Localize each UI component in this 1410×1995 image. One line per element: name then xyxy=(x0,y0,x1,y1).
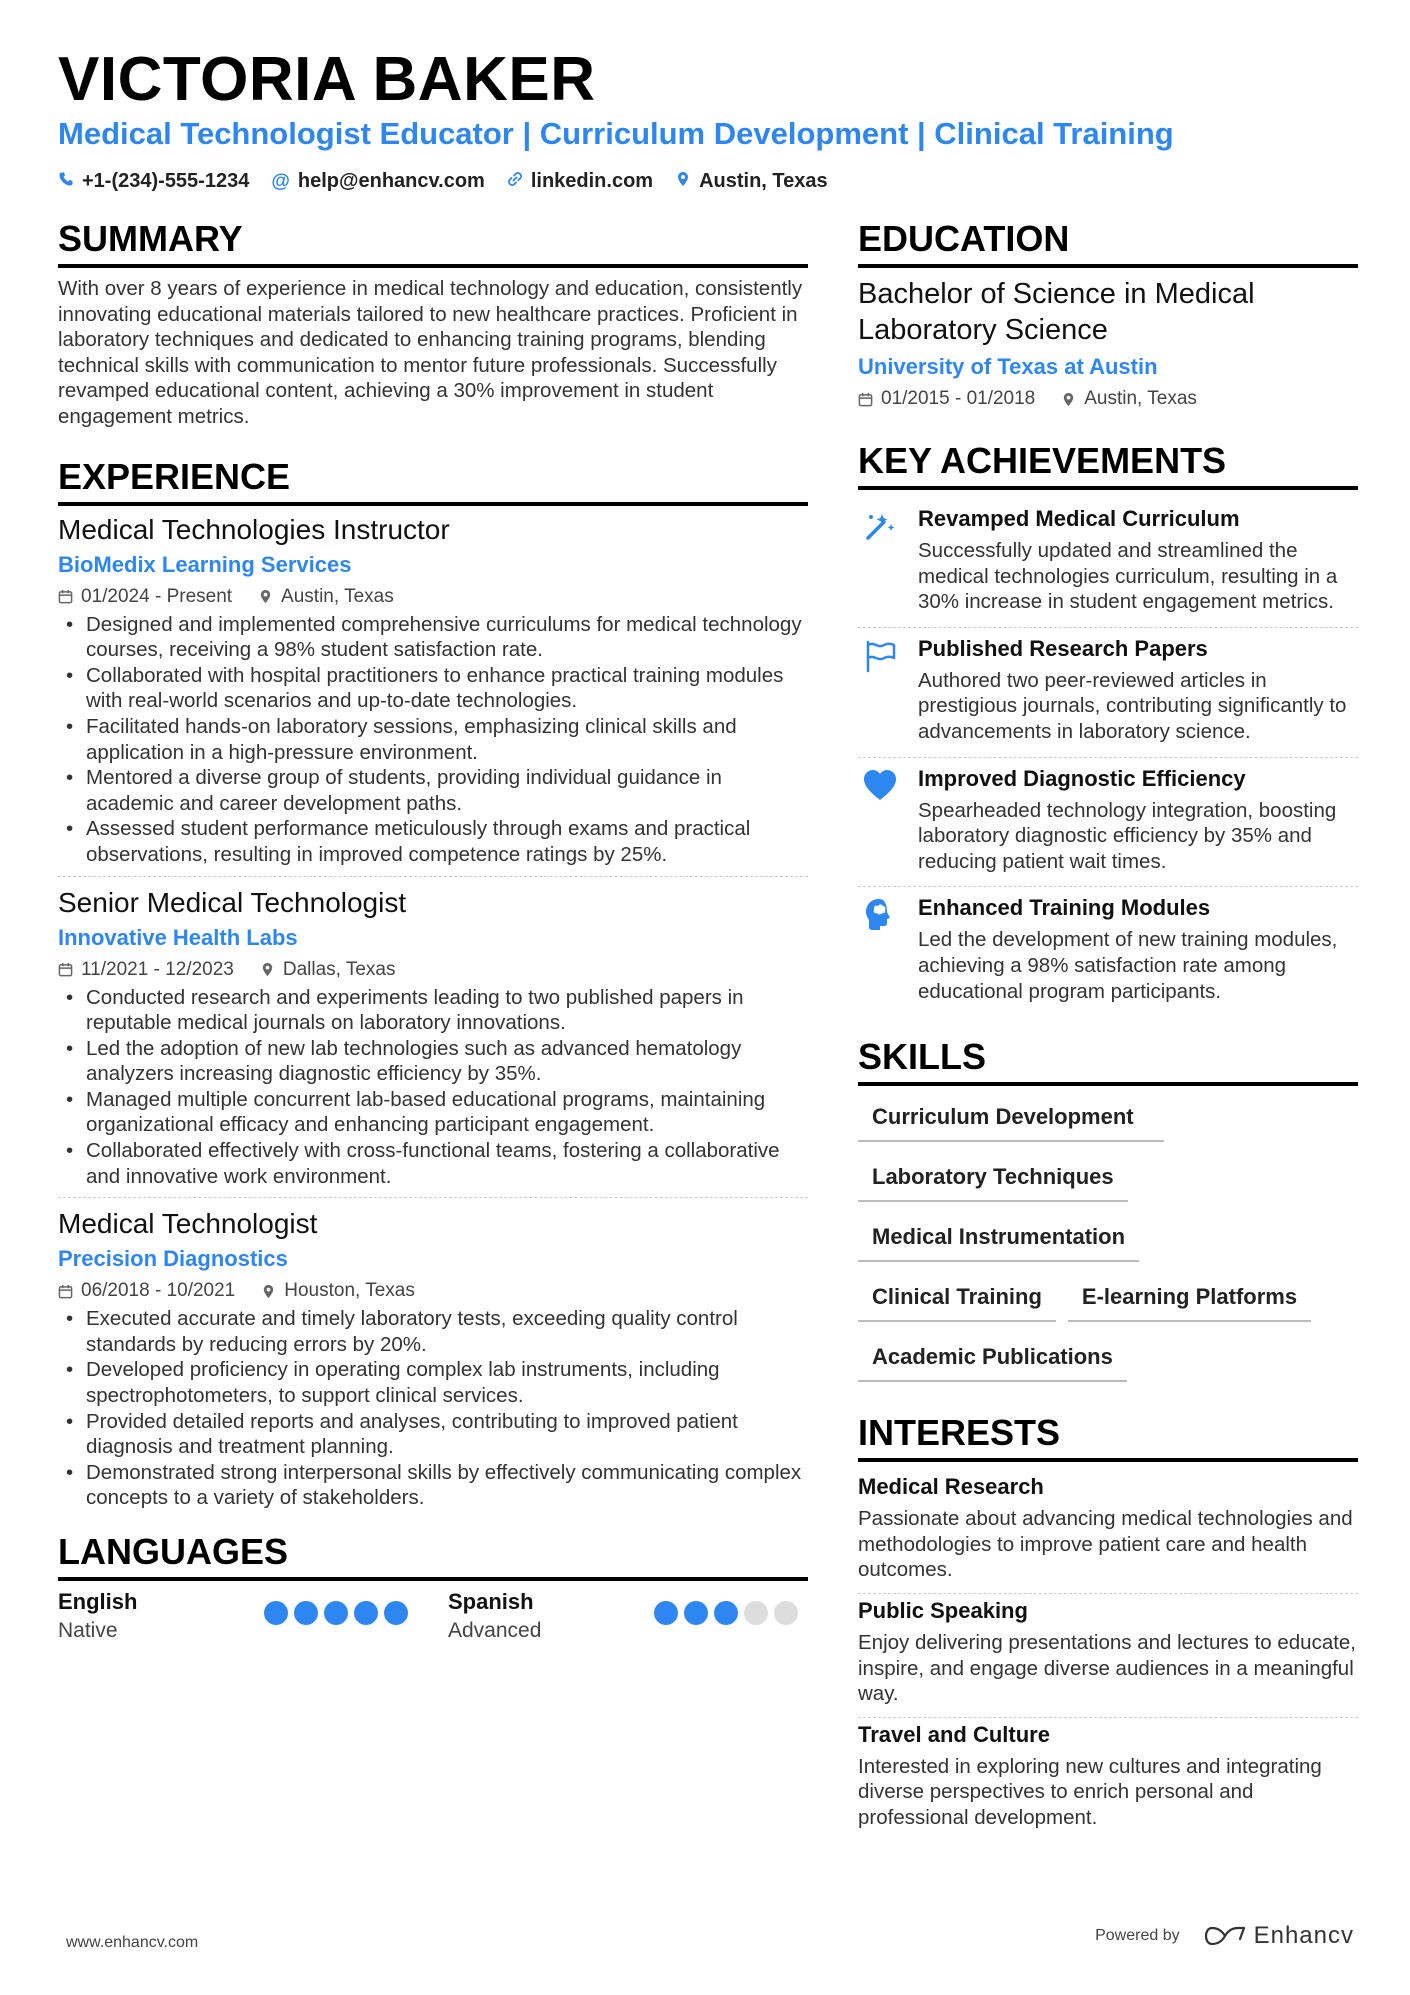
interest-title: Public Speaking xyxy=(858,1597,1028,1623)
achievement-item xyxy=(858,628,1358,758)
job-bullet: • Conducted research and experiments leading to two published papers in reputable medical journals on laboratory innovations. xyxy=(58,985,808,1036)
footer-website[interactable]: www.enhancv.com xyxy=(66,1934,199,1951)
email-text[interactable]: help@enhancv.com xyxy=(297,170,485,192)
link-icon xyxy=(507,170,523,193)
location-pin-icon xyxy=(260,962,275,977)
headline: Medical Technologist Educator | Curriculum Development | Clinical Training xyxy=(58,116,1174,151)
education-section xyxy=(858,218,1358,410)
location-pin-icon xyxy=(261,1284,276,1299)
interest-item xyxy=(858,1594,1358,1718)
job-location-text: Austin, Texas xyxy=(281,585,394,607)
calendar-icon xyxy=(58,1284,73,1299)
job-bullet: • Collaborated with hospital practitioners to enhance practical training modules with real-world scenarios and up-to-date technologies. xyxy=(58,663,808,714)
achievement-desc: Spearheaded technology integration, boosting laboratory diagnostic efficiency by 35% and reducing patient wait times. xyxy=(918,798,1337,873)
achievement-title: Published Research Papers xyxy=(918,635,1208,661)
job-title: Medical Technologist xyxy=(58,1208,318,1240)
job-bullet: • Executed accurate and timely laboratory tests, exceeding quality control standards by reducing errors by 20%. xyxy=(58,1306,808,1357)
skill-tag: Clinical Training xyxy=(858,1274,1056,1322)
job-bullet: • Designed and implemented comprehensive curriculums for medical technology courses, receiving a 98% student satisfaction rate. xyxy=(58,612,808,663)
job-bullet: • Provided detailed reports and analyses, contributing to improved patient diagnosis and treatment planning. xyxy=(58,1409,808,1460)
job-dates xyxy=(58,959,234,981)
company-name: Innovative Health Labs xyxy=(58,924,298,950)
at-icon: @ xyxy=(271,170,290,192)
rating-dot-filled xyxy=(354,1601,378,1625)
skill-tag: Curriculum Development xyxy=(858,1094,1164,1142)
education-heading: EDUCATION xyxy=(858,218,1358,268)
contact-location xyxy=(675,170,828,193)
achievement-desc: Successfully updated and streamlined the medical technologies curriculum, resulting in a 30% increase in student engagement metrics. xyxy=(918,539,1338,614)
interest-desc: Interested in exploring new cultures and integrating diverse perspectives to enrich personal and professional development. xyxy=(858,1754,1322,1829)
right-column xyxy=(858,218,1358,1840)
skill-tag: E-learning Platforms xyxy=(1068,1274,1311,1322)
interest-title: Travel and Culture xyxy=(858,1721,1050,1747)
languages-list xyxy=(58,1589,808,1643)
achievement-desc: Led the development of new training modules, achieving a 98% satisfaction rate among educational program participants. xyxy=(918,928,1338,1003)
job-bullets xyxy=(58,985,808,1190)
interest-title: Medical Research xyxy=(858,1474,1044,1500)
magic-wand-icon xyxy=(858,506,902,615)
summary-section xyxy=(58,218,808,430)
job-dates-text: 11/2021 - 12/2023 xyxy=(81,958,234,980)
location-pin-icon xyxy=(675,170,691,193)
job-bullet: • Mentored a diverse group of students, providing individual guidance in academic and career development paths. xyxy=(58,765,808,816)
location-pin-icon xyxy=(1061,392,1076,407)
education-dates-text: 01/2015 - 01/2018 xyxy=(881,388,1036,409)
achievement-title: Enhanced Training Modules xyxy=(918,895,1211,921)
languages-heading: LANGUAGES xyxy=(58,1531,808,1581)
school-name: University of Texas at Austin xyxy=(858,354,1158,379)
candidate-name: VICTORIA BAKER xyxy=(58,45,596,114)
job-title: Senior Medical Technologist xyxy=(58,886,407,918)
education-meta xyxy=(858,388,1358,410)
job-bullets xyxy=(58,612,808,868)
job-location xyxy=(260,959,396,981)
language-item xyxy=(448,1589,798,1643)
education-location-text: Austin, Texas xyxy=(1084,388,1197,409)
job-bullet: • Demonstrated strong interpersonal skills by effectively communicating complex concepts to a variety of stakeholders. xyxy=(58,1460,808,1511)
job-meta xyxy=(58,959,808,981)
language-rating xyxy=(654,1601,798,1625)
job-bullet: • Assessed student performance meticulously through exams and practical observations, resulting in improved competence ratings by 25%. xyxy=(58,816,808,867)
language-level: Advanced xyxy=(448,1619,542,1642)
education-dates xyxy=(858,388,1035,410)
degree-title: Bachelor of Science in Medical Laboratory Science xyxy=(858,278,1255,346)
rating-dot-empty xyxy=(774,1601,798,1625)
interests-heading: INTERESTS xyxy=(858,1412,1358,1462)
company-name: Precision Diagnostics xyxy=(58,1246,288,1272)
calendar-icon xyxy=(58,589,73,604)
summary-heading: SUMMARY xyxy=(58,218,808,268)
rating-dot-filled xyxy=(294,1601,318,1625)
job-bullet: • Developed proficiency in operating complex lab instruments, including spectrophotometers, to support clinical services. xyxy=(58,1357,808,1408)
skill-tag: Academic Publications xyxy=(858,1334,1127,1382)
linkedin-text[interactable]: linkedin.com xyxy=(530,170,654,192)
job-meta xyxy=(58,586,808,608)
job-bullet: • Led the adoption of new lab technologies such as advanced hematology analyzers increasing diagnostic efficiency by 35%. xyxy=(58,1036,808,1087)
contact-bar xyxy=(58,170,828,193)
flag-icon xyxy=(858,636,902,745)
achievement-item xyxy=(858,498,1358,628)
language-level: Native xyxy=(58,1619,118,1642)
achievements-section xyxy=(858,440,1358,1016)
phone-icon xyxy=(58,170,74,193)
interest-item xyxy=(858,1470,1358,1594)
interests-section xyxy=(858,1412,1358,1840)
head-brain-icon xyxy=(858,895,902,1004)
brand-logo[interactable] xyxy=(1204,1922,1354,1950)
left-column xyxy=(58,218,808,1643)
contact-linkedin xyxy=(507,170,653,193)
achievement-item xyxy=(858,758,1358,888)
language-rating xyxy=(264,1601,408,1625)
job-dates xyxy=(58,1280,235,1302)
contact-phone xyxy=(58,170,249,193)
summary-text: With over 8 years of experience in medical technology and education, consistently innovating educational materials tailored to new healthcare practices. Proficient in laboratory techniques and dedicated to enhancing training programs, blending technical skills with communication to mentor future professionals. Successfully revamped educational content, achieving a 30% improvement in student engagement metrics. xyxy=(58,277,803,428)
language-name: Spanish xyxy=(448,1589,534,1614)
job-location xyxy=(258,586,394,608)
job-entry xyxy=(58,1208,808,1519)
footer-branding xyxy=(1095,1922,1354,1950)
heart-icon xyxy=(858,766,902,875)
job-entry xyxy=(58,887,808,1199)
achievements-heading: KEY ACHIEVEMENTS xyxy=(858,440,1358,490)
rating-dot-filled xyxy=(714,1601,738,1625)
skill-tag: Laboratory Techniques xyxy=(858,1154,1128,1202)
job-entry xyxy=(58,514,808,877)
contact-email xyxy=(271,170,484,193)
education-location xyxy=(1061,388,1197,410)
job-dates-text: 06/2018 - 10/2021 xyxy=(81,1280,236,1302)
job-meta xyxy=(58,1280,808,1302)
company-name: BioMedix Learning Services xyxy=(58,551,352,577)
location-pin-icon xyxy=(258,589,273,604)
job-location-text: Dallas, Texas xyxy=(282,958,396,980)
rating-dot-filled xyxy=(684,1601,708,1625)
phone-text[interactable]: +1-(234)-555-1234 xyxy=(82,170,250,192)
skills-list xyxy=(858,1094,1358,1382)
skills-section xyxy=(858,1036,1358,1382)
language-item xyxy=(58,1589,408,1643)
job-bullet: • Facilitated hands-on laboratory sessions, emphasizing clinical skills and application in a high-pressure environment. xyxy=(58,714,808,765)
infinity-logo-icon xyxy=(1204,1925,1246,1947)
calendar-icon xyxy=(858,392,873,407)
job-bullets xyxy=(58,1306,808,1511)
rating-dot-filled xyxy=(324,1601,348,1625)
experience-heading: EXPERIENCE xyxy=(58,456,808,506)
rating-dot-filled xyxy=(264,1601,288,1625)
achievement-desc: Authored two peer-reviewed articles in prestigious journals, contributing significantly to advancements in laboratory science. xyxy=(918,668,1347,743)
job-title: Medical Technologies Instructor xyxy=(58,513,450,545)
skills-heading: SKILLS xyxy=(858,1036,1358,1086)
interest-item xyxy=(858,1718,1358,1841)
interest-desc: Passionate about advancing medical technologies and methodologies to improve patient care and health outcomes. xyxy=(858,1507,1353,1582)
rating-dot-empty xyxy=(744,1601,768,1625)
job-dates xyxy=(58,586,232,608)
achievement-title: Revamped Medical Curriculum xyxy=(918,506,1240,531)
experience-section xyxy=(58,456,808,1519)
powered-by-label: Powered by xyxy=(1095,1927,1180,1944)
job-location xyxy=(261,1280,415,1302)
calendar-icon xyxy=(58,962,73,977)
location-text: Austin, Texas xyxy=(699,170,828,192)
rating-dot-filled xyxy=(384,1601,408,1625)
job-dates-text: 01/2024 - Present xyxy=(81,585,233,607)
skill-tag: Medical Instrumentation xyxy=(858,1214,1139,1262)
interest-desc: Enjoy delivering presentations and lectures to educate, inspire, and engage diverse audiences in a meaningful way. xyxy=(858,1630,1357,1706)
language-name: English xyxy=(58,1589,138,1614)
job-location-text: Houston, Texas xyxy=(284,1280,415,1302)
rating-dot-filled xyxy=(654,1601,678,1625)
job-bullet: • Collaborated effectively with cross-functional teams, fostering a collaborative and innovative work environment. xyxy=(58,1138,808,1189)
achievement-item xyxy=(858,887,1358,1016)
languages-section xyxy=(58,1531,808,1643)
brand-name: Enhancv xyxy=(1253,1922,1354,1949)
job-bullet: • Managed multiple concurrent lab-based educational programs, maintaining organizational efficacy and enhancing participant engagement. xyxy=(58,1087,808,1138)
achievement-title: Improved Diagnostic Efficiency xyxy=(918,765,1246,791)
